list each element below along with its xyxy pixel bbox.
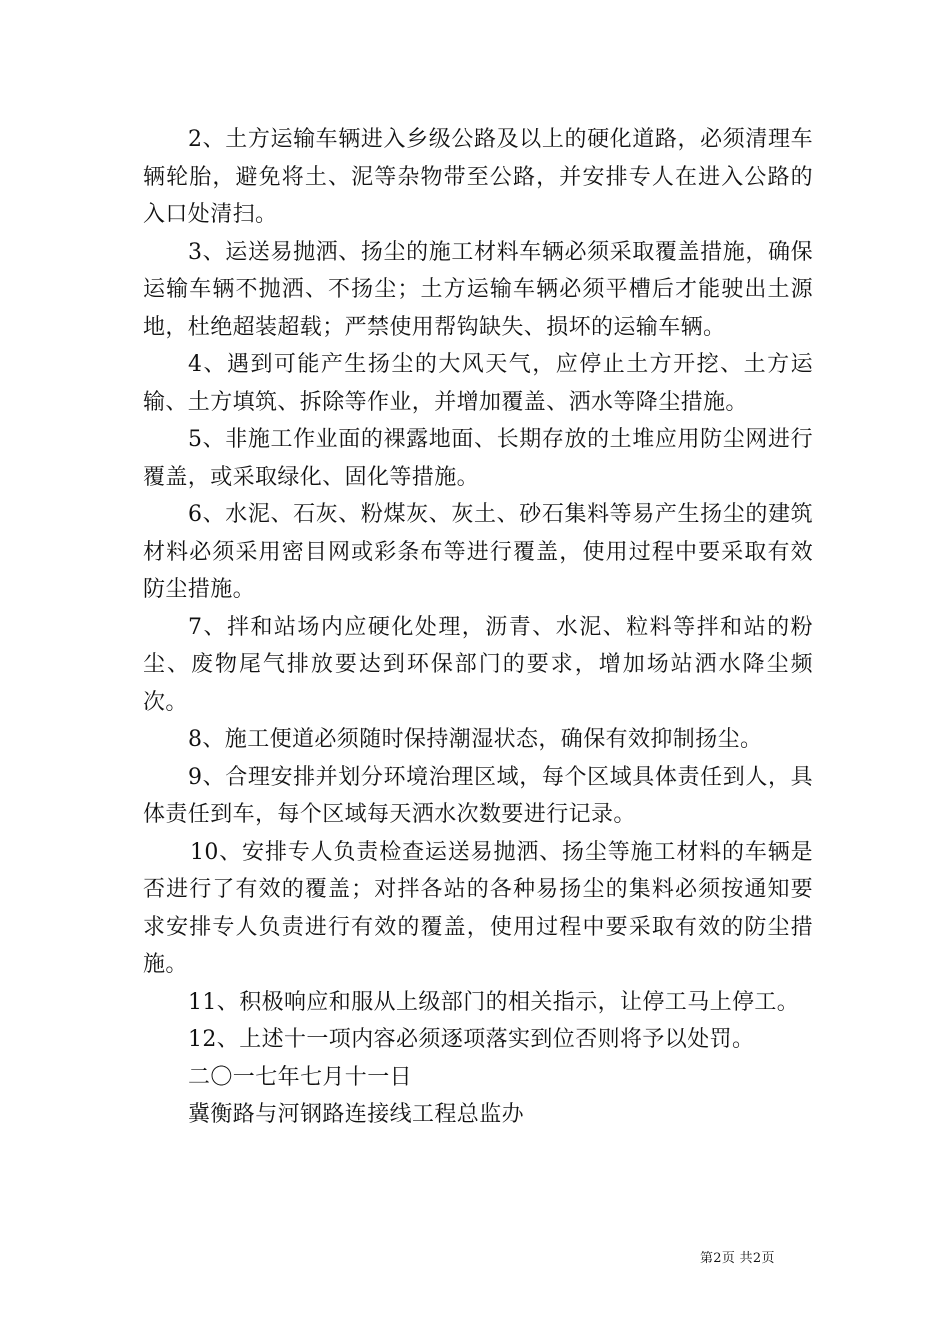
document-body <box>143 121 813 1134</box>
document-date: 二〇一七年七月十一日 <box>188 1064 413 1090</box>
paragraph-item-9: 9、合理安排并划分环境治理区域，每个区域具体责任到人，具体责任到车，每个区域每天洒水次数要进行记录。 <box>143 764 813 827</box>
paragraph-item-4: 4、遇到可能产生扬尘的大风天气，应停止土方开挖、土方运输、土方填筑、拆除等作业，并增加覆盖、洒水等降尘措施。 <box>143 352 813 415</box>
paragraph-item-11: 11、积极响应和服从上级部门的相关指示，让停工马上停工。 <box>188 989 800 1015</box>
paragraph-item-8: 8、施工便道必须随时保持潮湿状态，确保有效抑制扬尘。 <box>188 727 763 752</box>
paragraph-item-7: 7、拌和站场内应硬化处理，沥青、水泥、粒料等拌和站的粉尘、废物尾气排放要达到环保部门的要求，增加场站洒水降尘频次。 <box>143 614 813 715</box>
paragraph-item-2: 2、土方运输车辆进入乡级公路及以上的硬化道路，必须清理车辆轮胎，避免将土、泥等杂物带至公路，并安排专人在进入公路的入口处清扫。 <box>143 127 813 227</box>
paragraph-item-10: 10、安排专人负责检查运送易抛洒、扬尘等施工材料的车辆是否进行了有效的覆盖；对拌各站的各种易扬尘的集料必须按通知要求安排专人负责进行有效的覆盖，使用过程中要采取有效的防尘措施。 <box>143 839 813 977</box>
paragraph-item-6: 6、水泥、石灰、粉煤灰、灰土、砂石集料等易产生扬尘的建筑材料必须采用密目网或彩条布等进行覆盖，使用过程中要采取有效防尘措施。 <box>143 502 813 602</box>
paragraph-item-3: 3、运送易抛洒、扬尘的施工材料车辆必须采取覆盖措施，确保运输车辆不抛洒、不扬尘；土方运输车辆必须平槽后才能驶出土源地，杜绝超装超载；严禁使用帮钩缺失、损坏的运输车辆。 <box>143 239 813 340</box>
paragraph-item-5: 5、非施工作业面的裸露地面、长期存放的土堆应用防尘网进行覆盖，或采取绿化、固化等措施。 <box>143 427 813 490</box>
paragraph-item-12: 12、上述十一项内容必须逐项落实到位否则将予以处罚。 <box>188 1027 755 1052</box>
document-issuer: 冀衡路与河钢路连接线工程总监办 <box>188 1102 525 1127</box>
page-number: 第2页 共2页 <box>700 1251 775 1266</box>
